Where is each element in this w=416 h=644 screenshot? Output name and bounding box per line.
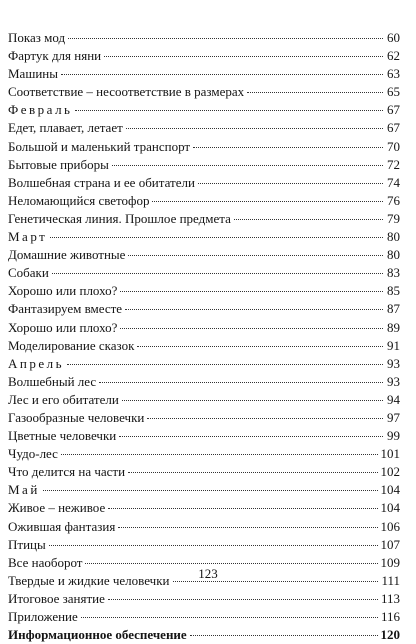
toc-entry-page: 97: [387, 409, 400, 425]
toc-entry-page: 102: [380, 464, 400, 480]
toc-entry: [8, 192, 400, 210]
toc-entry-title: Чудо-лес: [8, 446, 58, 462]
toc-entry: [8, 536, 400, 554]
toc-entry-page: 67: [387, 102, 400, 118]
toc-section-heading: [8, 228, 400, 246]
toc-entry-page: 94: [387, 391, 400, 407]
toc-entry: [8, 518, 400, 536]
toc-entry-page: 76: [387, 192, 400, 208]
toc-entry-title: Цветные человечки: [8, 428, 117, 444]
dot-leader: [128, 472, 377, 473]
toc-entry: [8, 156, 400, 174]
toc-entry-title: Волшебный лес: [8, 373, 97, 389]
toc-entry-page: 104: [380, 482, 400, 498]
toc-entry-title: Живое – неживое: [8, 500, 106, 516]
toc-entry: [8, 427, 400, 445]
dot-leader: [126, 128, 383, 129]
dot-leader: [67, 364, 383, 365]
toc-entry-page: 79: [387, 210, 400, 226]
toc-entry-page: 89: [387, 319, 400, 335]
toc-entry: [8, 264, 400, 282]
toc-entry-title: Домашние животные: [8, 247, 126, 263]
toc-entry-page: 67: [387, 120, 400, 136]
table-of-contents: [8, 29, 400, 644]
toc-entry-title: Волшебная страна и ее обитатели: [8, 174, 195, 190]
toc-entry-title: Приложение: [8, 609, 78, 624]
toc-entry-page: 62: [387, 48, 400, 64]
toc-entry-title: Все наоборот: [8, 554, 83, 570]
dot-leader: [247, 92, 383, 93]
toc-entry: [8, 119, 400, 137]
toc-entry: [8, 445, 400, 463]
dot-leader: [120, 328, 383, 329]
toc-section-heading: [8, 355, 400, 373]
toc-entry-title: Февраль: [8, 102, 73, 118]
toc-entry-page: 60: [387, 30, 400, 45]
toc-entry-title: Апрель: [8, 355, 65, 371]
dot-leader: [234, 219, 383, 220]
dot-leader: [43, 490, 378, 491]
dot-leader: [147, 418, 383, 419]
toc-entry: [8, 319, 400, 337]
toc-entry: [8, 138, 400, 156]
toc-entry-title: Лес и его обитатели: [8, 391, 119, 407]
dot-leader: [99, 382, 383, 383]
dot-leader: [152, 201, 383, 202]
toc-entry-page: 116: [380, 609, 400, 624]
toc-entry-page: 93: [387, 373, 400, 389]
dot-leader: [137, 346, 383, 347]
toc-entry-page: 87: [387, 301, 400, 317]
toc-entry-page: 70: [387, 138, 400, 154]
toc-entry: [8, 373, 400, 391]
dot-leader: [49, 545, 378, 546]
dot-leader: [122, 400, 383, 401]
toc-entry-title: Май: [8, 482, 40, 498]
dot-leader: [119, 436, 383, 437]
toc-entry-page: 91: [387, 337, 400, 353]
dot-leader: [128, 255, 383, 256]
toc-entry: [8, 29, 400, 47]
dot-leader: [120, 291, 383, 292]
toc-entry-title: Фартук для няни: [8, 48, 102, 64]
dot-leader: [108, 599, 378, 600]
dot-leader: [52, 273, 383, 274]
toc-entry-page: 63: [387, 66, 400, 82]
toc-entry-title: Март: [8, 229, 48, 245]
dot-leader: [108, 508, 377, 509]
toc-entry-title: Машины: [8, 66, 58, 82]
toc-entry-title: Показ мод: [8, 30, 66, 45]
toc-entry: [8, 409, 400, 427]
toc-section-heading: [8, 481, 400, 499]
toc-entry: [8, 608, 400, 626]
toc-entry-title: Моделирование сказок: [8, 337, 135, 353]
toc-entry-title: Что делится на части: [8, 464, 126, 480]
dot-leader: [198, 183, 383, 184]
dot-leader: [85, 563, 377, 564]
toc-entry-title: Генетическая линия. Прошлое предмета: [8, 210, 231, 226]
toc-entry: [8, 83, 400, 101]
toc-entry-title: Хорошо или плохо?: [8, 283, 118, 299]
toc-entry-page: 111: [381, 572, 400, 588]
dot-leader: [193, 147, 383, 148]
toc-entry-title: Соответствие – несоответствие в размерах: [8, 84, 245, 100]
toc-entry-page: 74: [387, 174, 400, 190]
toc-entry-title: Неломающийся светофор: [8, 192, 150, 208]
toc-entry: [8, 626, 400, 644]
toc-entry: [8, 499, 400, 517]
toc-entry: [8, 210, 400, 228]
toc-entry-page: 72: [387, 156, 400, 172]
toc-entry-title: Хорошо или плохо?: [8, 319, 118, 335]
toc-entry: [8, 391, 400, 409]
toc-entry-page: 93: [387, 355, 400, 371]
dot-leader: [50, 237, 383, 238]
toc-entry-page: 80: [387, 247, 400, 263]
toc-entry-title: Ожившая фантазия: [8, 518, 116, 534]
toc-entry-title: Итоговое занятие: [8, 590, 105, 606]
dot-leader: [190, 635, 378, 636]
dot-leader: [61, 74, 383, 75]
dot-leader: [68, 38, 383, 39]
dot-leader: [104, 56, 383, 57]
toc-entry-title: Бытовые приборы: [8, 156, 109, 172]
toc-entry-page: 101: [380, 446, 400, 462]
toc-entry-page: 113: [380, 590, 400, 606]
toc-entry-title: Информационное обеспечение: [8, 627, 187, 643]
dot-leader: [118, 527, 377, 528]
toc-entry: [8, 65, 400, 83]
toc-entry-title: Едет, плавает, летает: [8, 120, 123, 136]
toc-entry-title: Собаки: [8, 265, 49, 281]
dot-leader: [125, 309, 383, 310]
dot-leader: [75, 110, 383, 111]
dot-leader: [81, 617, 378, 618]
toc-entry: [8, 300, 400, 318]
page-number: 123: [198, 566, 218, 581]
dot-leader: [61, 454, 378, 455]
toc-entry: [8, 174, 400, 192]
toc-entry-page: 120: [380, 627, 400, 643]
toc-entry-title: Птицы: [8, 536, 46, 552]
toc-entry-page: 99: [387, 428, 400, 444]
toc-entry: [8, 246, 400, 264]
toc-entry-title: Фантазируем вместе: [8, 301, 123, 317]
toc-entry-title: Газообразные человечки: [8, 409, 145, 425]
toc-section-heading: [8, 101, 400, 119]
toc-entry-title: Большой и маленький транспорт: [8, 138, 191, 154]
toc-entry-page: 107: [380, 536, 400, 552]
toc-entry-page: 83: [387, 265, 400, 281]
toc-entry-page: 106: [380, 518, 400, 534]
toc-entry: [8, 282, 400, 300]
toc-entry-title: Твердые и жидкие человечки: [8, 572, 170, 588]
toc-entry-page: 85: [387, 283, 400, 299]
toc-entry: [8, 463, 400, 481]
toc-entry-page: 80: [387, 229, 400, 245]
toc-entry-page: 65: [387, 84, 400, 100]
dot-leader: [112, 165, 383, 166]
toc-entry-page: 109: [380, 554, 400, 570]
toc-entry-page: 104: [380, 500, 400, 516]
toc-entry: [8, 337, 400, 355]
toc-entry: [8, 47, 400, 65]
toc-entry: [8, 590, 400, 608]
